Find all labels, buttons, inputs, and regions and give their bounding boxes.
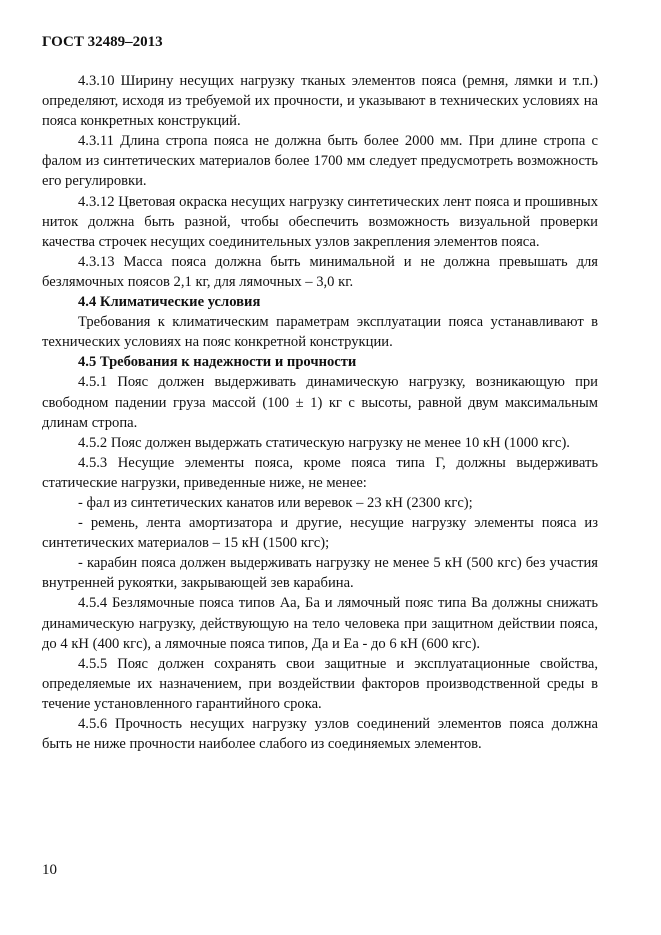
paragraph-4-5-6: 4.5.6 Прочность несущих нагрузку узлов соединений элементов пояса должна быть не ниже прочности наиболее слабого из соединяемых элементов. bbox=[42, 716, 598, 753]
page-number: 10 bbox=[42, 862, 57, 878]
paragraph-4-3-11: 4.3.11 Длина стропа пояса не должна быть более 2000 мм. При длине стропа с фалом из синтетических материалов более 1700 мм следует предусмотреть возможность его регулировки. bbox=[42, 133, 598, 190]
section-heading-4-5: 4.5 Требования к надежности и прочности bbox=[78, 354, 357, 371]
paragraph-4-5-3: 4.5.3 Несущие элементы пояса, кроме пояса типа Г, должны выдерживать статические нагрузки, приведенные ниже, не менее: bbox=[42, 454, 598, 491]
document-body bbox=[42, 71, 598, 754]
document-header: ГОСТ 32489–2013 bbox=[42, 34, 163, 50]
list-item-remen: - ремень, лента амортизатора и другие, несущие нагрузку элементы пояса из синтетических материалов – 15 кН (1500 кгс); bbox=[42, 515, 598, 552]
paragraph-4-3-13: 4.3.13 Масса пояса должна быть минимальной и не должна превышать для безлямочных поясов 2,1 кг, для лямочных – 3,0 кг. bbox=[42, 253, 598, 290]
list-item-fal: - фал из синтетических канатов или веревок – 23 кН (2300 кгс); bbox=[78, 494, 473, 511]
paragraph-4-5-4: 4.5.4 Безлямочные пояса типов Аа, Ба и лямочный пояс типа Ва должны снижать динамическую нагрузку, действующую на тело человека при защитном действии пояса, до 4 кН (400 кгс), а лямочные пояса типов, Да и Еа - до 6 кН (600 кгс). bbox=[42, 595, 598, 652]
paragraph-4-5-1: 4.5.1 Пояс должен выдерживать динамическую нагрузку, возникающую при свободном падении груза массой (100 ± 1) кг с высоты, равной двум максимальным длинам стропа. bbox=[42, 374, 598, 431]
list-item-karabin: - карабин пояса должен выдерживать нагрузку не менее 5 кН (500 кгс) без участия внутренней рукоятки, закрывающей зев карабина. bbox=[42, 555, 598, 592]
paragraph-4-3-10: 4.3.10 Ширину несущих нагрузку тканых элементов пояса (ремня, лямки и т.п.) определяют, исходя из требуемой их прочности, и указывают в технических условиях на пояса конкретных конструкций. bbox=[42, 73, 598, 130]
paragraph-4-5-5: 4.5.5 Пояс должен сохранять свои защитные и эксплуатационные свойства, определяемые их назначением, при воздействии факторов производственной среды в течение установленного гарантийного срока. bbox=[42, 655, 598, 712]
section-heading-4-4: 4.4 Климатические условия bbox=[78, 294, 261, 311]
paragraph-4-4-text: Требования к климатическим параметрам эксплуатации пояса устанавливают в технических условиях на пояс конкретной конструкции. bbox=[42, 314, 598, 351]
paragraph-4-5-2: 4.5.2 Пояс должен выдержать статическую нагрузку не менее 10 кН (1000 кгс). bbox=[78, 434, 570, 451]
paragraph-4-3-12: 4.3.12 Цветовая окраска несущих нагрузку синтетических лент пояса и прошивных ниток должна быть разной, чтобы обеспечить возможность визуальной проверки качества строчек несущих соединительных узлов закрепления элементов пояса. bbox=[42, 193, 598, 250]
